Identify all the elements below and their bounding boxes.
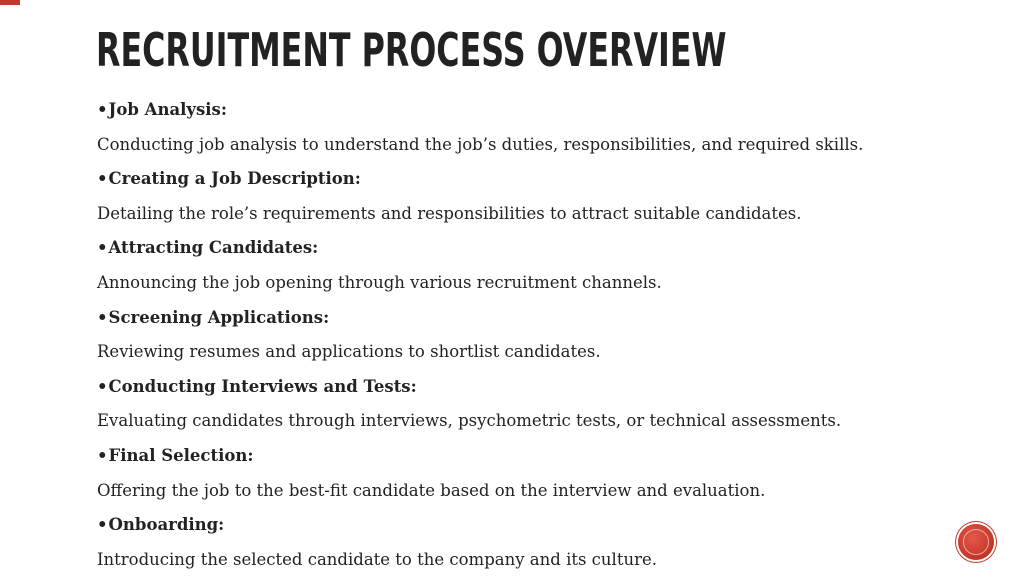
bullet: • xyxy=(97,445,108,465)
bullet: • xyxy=(97,515,108,535)
section-heading-text: Screening Applications: xyxy=(108,307,330,327)
section-heading-text: Onboarding: xyxy=(108,515,225,535)
section-heading xyxy=(97,301,957,336)
section-heading xyxy=(97,162,957,197)
section-heading-text: Attracting Candidates: xyxy=(108,238,319,258)
section-heading xyxy=(97,508,957,543)
section-description: Announcing the job opening through various recruitment channels. xyxy=(97,272,662,292)
section-description: Introducing the selected candidate to the company and its culture. xyxy=(97,549,657,569)
section-heading-text: Job Analysis: xyxy=(108,100,227,119)
next-slide-button[interactable] xyxy=(958,524,994,560)
slide-title: RECRUITMENT PROCESS OVERVIEW xyxy=(96,23,727,77)
corner-accent xyxy=(0,0,20,5)
bullet: • xyxy=(97,100,108,119)
section-heading xyxy=(97,439,957,474)
section-heading xyxy=(97,370,957,405)
section-description: Evaluating candidates through interviews, psychometric tests, or technical assessments. xyxy=(97,411,842,431)
bullet: • xyxy=(97,307,108,327)
section-heading xyxy=(97,93,957,128)
section-description: Detailing the role’s requirements and responsibilities to attract suitable candidates. xyxy=(97,203,802,223)
bullet: • xyxy=(97,169,108,189)
section-heading-text: Conducting Interviews and Tests: xyxy=(108,376,417,396)
section-description: Offering the job to the best-fit candidate based on the interview and evaluation. xyxy=(97,480,766,500)
slide-content xyxy=(97,93,957,577)
section-heading-text: Final Selection: xyxy=(108,445,254,465)
bullet: • xyxy=(97,376,108,396)
section-heading-text: Creating a Job Description: xyxy=(108,169,361,189)
section-description: Reviewing resumes and applications to shortlist candidates. xyxy=(97,342,601,362)
section-heading xyxy=(97,231,957,266)
bullet: • xyxy=(97,238,108,258)
section-description: Conducting job analysis to understand the job’s duties, responsibilities, and required skills. xyxy=(97,134,864,154)
